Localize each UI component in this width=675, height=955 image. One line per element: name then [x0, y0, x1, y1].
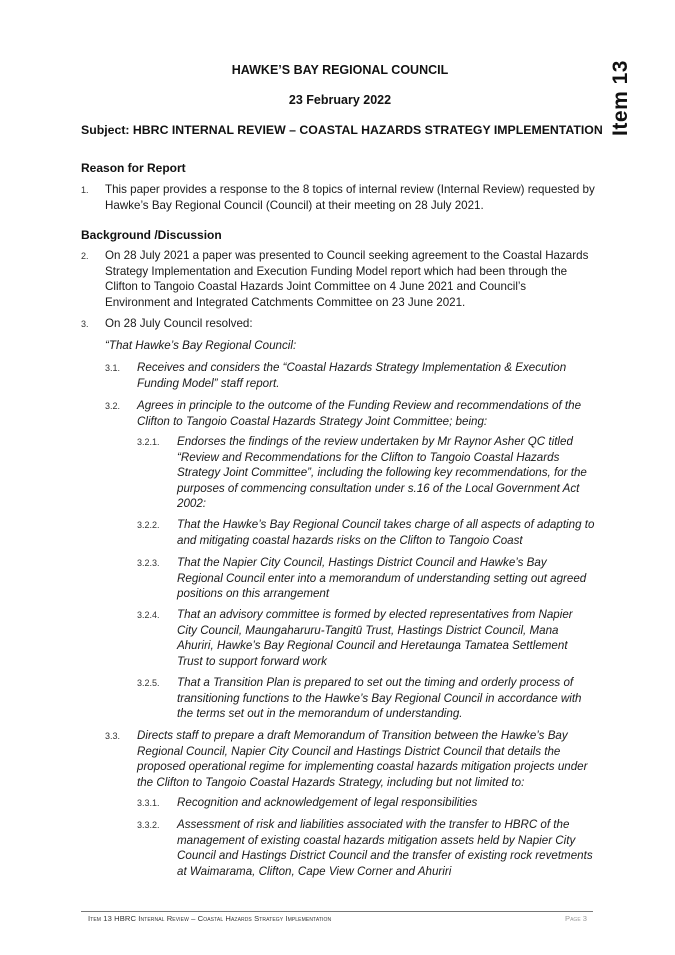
paragraph-text: On 28 July Council resolved:: [105, 317, 253, 330]
report-subject: Subject: HBRC INTERNAL REVIEW – COASTAL HAZARDS STRATEGY IMPLEMENTATION: [81, 123, 603, 137]
resolution-3-2-1: [137, 434, 595, 512]
resolution-number: 3.2.5.: [137, 678, 160, 688]
resolution-number: 3.3.2.: [137, 820, 160, 830]
paragraph-text: This paper provides a response to the 8 topics of internal review (Internal Review) requested by Hawke’s Bay Regional Council (Council) at their meeting on 28 July 2021.: [105, 183, 595, 212]
resolution-text: Receives and considers the “Coastal Hazards Strategy Implementation & Execution Funding Model” staff report.: [137, 361, 567, 390]
resolution-quote-text: “That Hawke’s Bay Regional Council:: [105, 339, 297, 352]
resolution-3-2-4: [137, 607, 595, 669]
resolution-number: 3.2.1.: [137, 437, 160, 447]
background-heading: Background /Discussion: [81, 228, 222, 242]
resolution-number: 3.2.3.: [137, 558, 160, 568]
resolution-number: 3.2.2.: [137, 520, 160, 530]
item-tab-label: Item 13: [609, 60, 632, 136]
resolution-3-2: [105, 398, 583, 429]
resolution-3-3-1: [137, 795, 595, 811]
resolution-text: That the Hawke’s Bay Regional Council takes charge of all aspects of adapting to and mitigating coastal hazards risks on the Clifton to Tangoio Coast: [177, 518, 595, 547]
resolution-3-2-3: [137, 555, 595, 602]
resolution-text: Assessment of risk and liabilities associated with the transfer to HBRC of the management of existing coastal hazards mitigation assets held by Napier City Council and Hastings District Council and the transfer of existing rock revetments at Waimarama, Clifton, Cape View Corner and Ahuriri: [177, 818, 593, 878]
organisation-title: HAWKE’S BAY REGIONAL COUNCIL: [231, 63, 449, 77]
resolution-text: Directs staff to prepare a draft Memorandum of Transition between the Hawke’s Bay Regional Council, Napier City Council and Hastings District Council that details the proposed operational regime for implementing coastal hazards mitigation projects under the Clifton to Tangoio Coastal Hazards Strategy, including but not limited to:: [137, 729, 588, 789]
resolution-3-3: [105, 728, 593, 790]
resolution-number: 3.1.: [105, 363, 121, 373]
paragraph-1: [81, 182, 595, 213]
resolution-3-3-2: [137, 817, 595, 879]
reason-heading: Reason for Report: [81, 161, 186, 175]
resolution-text: Agrees in principle to the outcome of the Funding Review and recommendations of the Clifton to Tangoio Coastal Hazards Strategy Joint Committee; being:: [137, 399, 582, 428]
resolution-3-2-2: [137, 517, 595, 548]
item-tab: [598, 60, 644, 136]
resolution-number: 3.3.: [105, 731, 121, 741]
resolution-number: 3.2.4.: [137, 610, 160, 620]
paragraph-2: [81, 248, 591, 310]
resolution-text: That the Napier City Council, Hastings District Council and Hawke’s Bay Regional Council enter into a memorandum of understanding setting out agreed positions on this arrangement: [177, 556, 587, 601]
footer-divider: [81, 911, 593, 912]
paragraph-number: 3.: [81, 319, 89, 329]
resolution-number: 3.3.1.: [137, 798, 160, 808]
resolution-number: 3.2.: [105, 401, 121, 411]
page-number: Page 3: [565, 914, 587, 923]
paragraph-text: On 28 July 2021 a paper was presented to Council seeking agreement to the Coastal Hazards Strategy Implementation and Execution Funding Model report which had been through the Clifton to Tangoio Coastal Hazards Joint Committee on 4 June 2021 and Council’s Environment and Integrated Catchments Committee on 23 June 2021.: [105, 249, 589, 309]
meeting-date: 23 February 2022: [288, 93, 392, 107]
footer-title: Item 13 HBRC Internal Review – Coastal Hazards Strategy Implementation: [88, 914, 332, 923]
resolution-text: Endorses the findings of the review undertaken by Mr Raynor Asher QC titled “Review and Recommendations for the Clifton to Tangoio Coastal Hazards Strategy Joint Committee”, including the following key recommendations, for the purposes of commencing consultation under s.16 of the Local Government Act 2002:: [177, 435, 587, 511]
resolution-3-1: [105, 360, 583, 391]
paragraph-number: 2.: [81, 251, 89, 261]
resolution-3-2-5: [137, 675, 595, 722]
paragraph-3: [81, 316, 591, 332]
resolution-text: Recognition and acknowledgement of legal responsibilities: [177, 796, 478, 809]
resolution-quote: [105, 338, 585, 354]
resolution-text: That a Transition Plan is prepared to set out the timing and orderly process of transitioning functions to the Hawke’s Bay Regional Council in accordance with the terms set out in the memorandum of understanding.: [177, 676, 582, 721]
paragraph-number: 1.: [81, 185, 89, 195]
resolution-text: That an advisory committee is formed by elected representatives from Napier City Council, Maungaharuru-Tangitū Trust, Hastings District Council, Mana Ahuriri, Hawke’s Bay Regional Council and Heretaunga Tamatea Settlement Trust to support forward work: [177, 608, 573, 668]
